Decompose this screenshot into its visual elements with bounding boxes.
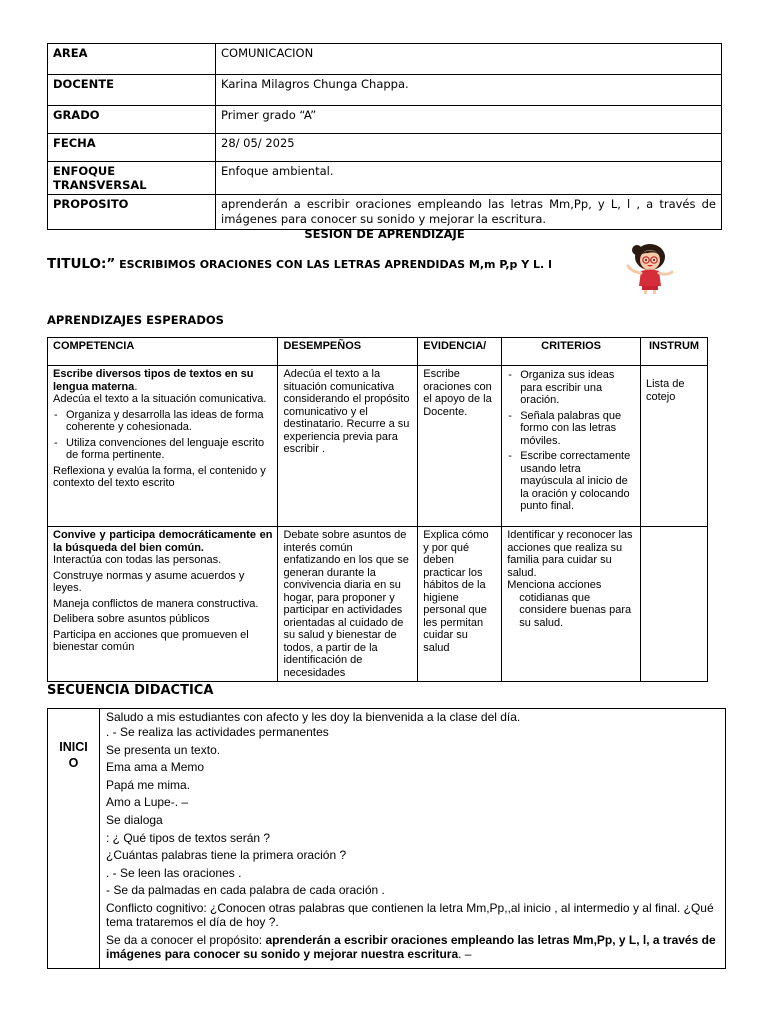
sequence-line: : ¿ Qué tipos de textos serán ? (106, 830, 271, 845)
list-item: - Organiza sus ideas para escribir una oración. (520, 369, 635, 407)
info-label: DOCENTE (48, 75, 216, 106)
info-value: COMUNICACION (216, 44, 722, 75)
competencia-title-end: . (134, 380, 138, 393)
desempeno-cell: Adecúa el texto a la situación comunicativa considerando el propósito comunicativo y el destinatario. Recurre a su experiencia previa para escribir . (278, 366, 418, 527)
secuencia-title: SECUENCIA DIDACTICA (47, 683, 214, 698)
evidencia-cell: Explica cómo y por qué deben practicar los hábitos de la higiene personal que les permitan cuidar su salud (418, 527, 502, 682)
list-item: - Utiliza convenciones del lenguaje escrito de forma pertinente. (66, 437, 272, 462)
sequence-line: Ema ama a Memo (106, 760, 205, 775)
info-value: aprenderán a escribir oraciones empleando las letras Mm,Pp, y L, l , a través de imágenes para conocer su sonido y mejorar la escritura. (216, 195, 722, 230)
instrumento-cell: Lista de cotejo (640, 366, 707, 527)
table-header-row (48, 338, 708, 366)
purpose-prefix: Se da a conocer el propósito: (106, 932, 266, 947)
competencia-outro: Reflexiona y evalúa la forma, el contenido y contexto del texto escrito (53, 464, 266, 489)
competencia-line: Delibera sobre asuntos públicos (53, 613, 210, 625)
competencia-line: Interactúa con todas las personas. (53, 554, 222, 566)
competencia-line: Maneja conflictos de manera constructiva. (53, 597, 259, 610)
criterios-line: Menciona acciones cotidianas que considere buenas para su salud. (507, 579, 632, 629)
info-value: Primer grado “A” (216, 106, 722, 134)
purpose-line (106, 933, 719, 961)
sequence-line: Conflicto cognitivo: ¿Conocen otras palabras que contienen la letra Mm,Pp,,al inicio , al intermedio y al final. ¿Qué tema trataremos el día de hoy ?. (106, 900, 714, 929)
competencia-list (53, 409, 272, 462)
header-evidencia: EVIDENCIA/ (418, 338, 502, 366)
competencia-line: Construye normas y asume acuerdos y leyes. (53, 569, 245, 594)
info-label: ENFOQUE TRANSVERSAL (48, 162, 216, 195)
competencia-title: Convive y participa democráticamente en la búsqueda del bien común. (53, 529, 273, 554)
lesson-title (47, 253, 552, 272)
competencia-cell (48, 366, 278, 527)
info-value: 28/ 05/ 2025 (216, 134, 722, 162)
info-row-enfoque (48, 162, 722, 195)
phase-text: INICI O (59, 740, 88, 770)
sequence-line: Papá me mima. (106, 777, 191, 792)
info-label: AREA (48, 44, 216, 75)
purpose-bold: aprenderán a escribir oraciones empleando las letras Mm,Pp, y L, l, a través de imágenes para conocer su sonido y mejorar nuestra escritura (106, 932, 716, 961)
info-row-fecha (48, 134, 722, 162)
lesson-title-text: ESCRIBIMOS ORACIONES CON LAS LETRAS APRENDIDAS M,m P,p Y L. l (115, 258, 552, 271)
sequence-line: . - Se leen las oraciones . (106, 865, 242, 880)
table-row (48, 366, 708, 527)
criterios-line: Identificar y reconocer las acciones que realiza su familia para cuidar su salud. (507, 529, 633, 579)
list-item: - Escribe correctamente usando letra mayúscula al inicio de la oración y colocando punto final. (520, 450, 635, 513)
competency-table (47, 337, 708, 682)
list-item: - Organiza y desarrolla las ideas de forma coherente y cohesionada. (66, 409, 272, 434)
competencia-cell (48, 527, 278, 682)
list-item: - Señala palabras que formo con las letras móviles. (520, 410, 635, 448)
sequence-table (47, 708, 726, 969)
info-table (47, 43, 722, 230)
info-row-grado (48, 106, 722, 134)
info-label: FECHA (48, 134, 216, 162)
teacher-illustration (624, 242, 680, 294)
info-label: GRADO (48, 106, 216, 134)
criterios-cell (502, 527, 641, 682)
desempeno-cell: Debate sobre asuntos de interés común enfatizando en los que se generan durante la convivencia diaria en su hogar, para proponer y participar en actividades orientadas al cuidado de su salud y bienestar de todos, a partir de la identificación de necesidades (278, 527, 418, 682)
purpose-suffix: . – (458, 946, 472, 961)
sequence-line: Se presenta un texto. (106, 742, 221, 757)
info-value: Enfoque ambiental. (216, 162, 722, 195)
lesson-title-label: TITULO:” (47, 256, 116, 272)
sequence-line: Amo a Lupe-. – (106, 795, 189, 810)
instrumento-cell (640, 527, 707, 682)
phase-content (100, 709, 726, 969)
header-instrumento: INSTRUM (640, 338, 707, 366)
table-row (48, 709, 726, 969)
competencia-intro: Adecúa el texto a la situación comunicativa. (53, 393, 267, 405)
criterios-list (507, 369, 635, 513)
evidencia-cell: Escribe oraciones con el apoyo de la Docente. (418, 366, 502, 527)
info-row-area (48, 44, 722, 75)
sequence-line: ¿Cuántas palabras tiene la primera oración ? (106, 848, 347, 863)
info-row-proposito (48, 195, 722, 230)
header-desempenos: DESEMPEÑOS (278, 338, 418, 366)
session-title: SESION DE APRENDIZAJE (304, 227, 465, 241)
aprendizajes-title: APRENDIZAJES ESPERADOS (47, 313, 224, 327)
table-row (48, 527, 708, 682)
info-row-docente (48, 75, 722, 106)
info-value: Karina Milagros Chunga Chappa. (216, 75, 722, 106)
info-label: PROPOSITO (48, 195, 216, 230)
sequence-line: - Se da palmadas en cada palabra de cada oración . (106, 883, 385, 898)
competencia-line: Participa en acciones que promueven el bienestar común (53, 628, 249, 653)
competencia-title: Escribe diversos tipos de textos en su lengua materna (53, 368, 254, 393)
sequence-line: . - Se realiza las actividades permanentes (106, 725, 329, 739)
sequence-line: Saludo a mis estudiantes con afecto y les doy la bienvenida a la clase del día. (106, 710, 521, 724)
header-criterios: CRITERIOS (502, 338, 641, 366)
header-competencia: COMPETENCIA (48, 338, 278, 366)
criterios-cell (502, 366, 641, 527)
sequence-line: Se dialoga (106, 812, 163, 827)
phase-label (48, 709, 100, 969)
